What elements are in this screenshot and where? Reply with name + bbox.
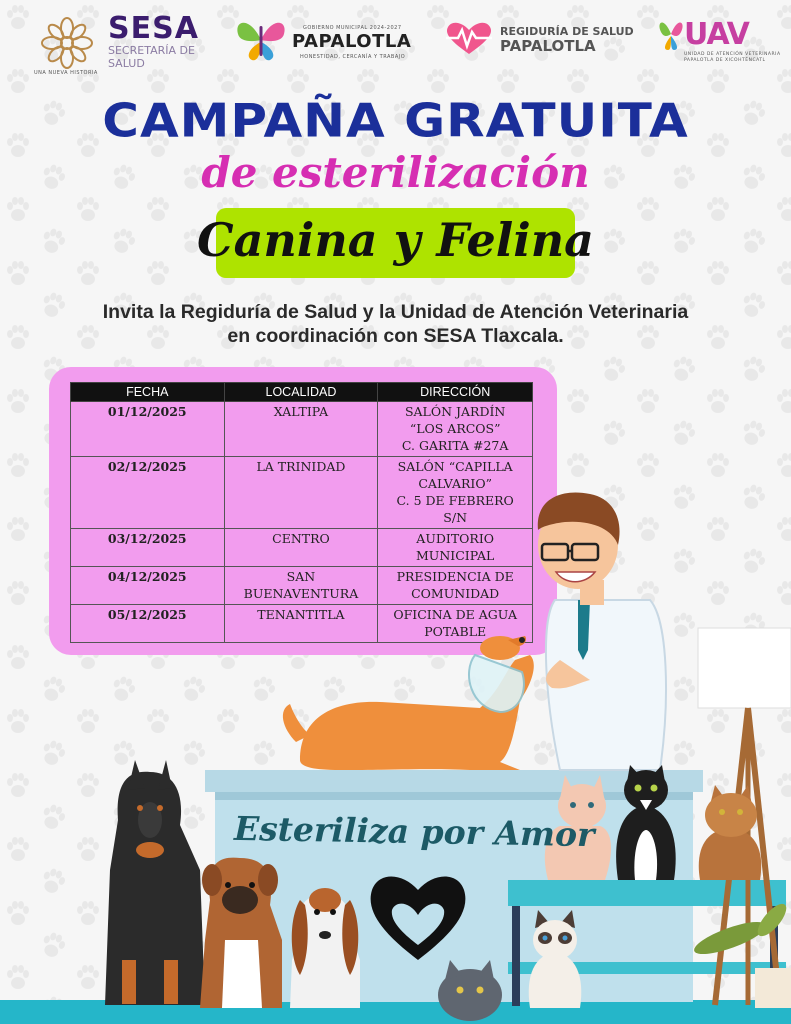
cell-fecha: 02/12/2025 [71,457,225,529]
column-header-fecha: FECHA [71,383,225,402]
column-header-direccion: DIRECCIÓN [378,383,533,402]
regiduria-line1: REGIDURÍA DE SALUD [500,25,634,38]
cell-fecha: 01/12/2025 [71,402,225,457]
doberman-dog [105,760,205,1005]
cell-localidad: SAN BUENAVENTURA [224,567,378,605]
uav-sub2: PAPALOTLA DE XICOHTÉNCATL [684,58,766,63]
dog-on-table [283,636,534,770]
headline-campana-gratuita: CAMPAÑA GRATUITA [102,94,689,148]
cell-direccion: OFICINA DE AGUA POTABLE [378,605,533,643]
cell-direccion: SALÓN “CAPILLA CALVARIO” C. 5 DE FEBRERO S/N [378,457,533,529]
cell-localidad: LA TRINIDAD [224,457,378,529]
cell-localidad: TENANTITLA [224,605,378,643]
uav-name: UAV [684,17,749,52]
slogan-esteriliza-por-amor: Esteriliza por Amor [233,808,595,855]
papalotla-top: GOBIERNO MUNICIPAL 2024-2027 [303,25,402,31]
uav-sub1: UNIDAD DE ATENCIÓN VETERINARIA [684,52,781,57]
invitation-line2: en coordinación con SESA Tlaxcala. [227,325,564,347]
tabby-cat [699,785,762,880]
sesa-sub2: SALUD [108,57,145,70]
column-header-localidad: LOCALIDAD [224,383,378,402]
sesa-name: SESA [108,11,199,46]
invitation-line1: Invita la Regiduría de Salud y la Unidad de Atención Veterinaria [102,301,689,323]
cell-direccion: SALÓN JARDÍN “LOS ARCOS” C. GARITA #27A [378,402,533,457]
cell-fecha: 05/12/2025 [71,605,225,643]
basset-hound-dog [290,888,360,1008]
cell-fecha: 03/12/2025 [71,529,225,567]
boxer-dog [200,858,282,1008]
cell-localidad: XALTIPA [224,402,378,457]
cell-direccion: AUDITORIO MUNICIPAL [378,529,533,567]
sesa-tagline: UNA NUEVA HISTORIA [34,70,98,76]
veterinarian [538,493,666,771]
headline-canina-felina: Canina y Felina [197,213,594,267]
headline-esterilizacion: de esterilización [201,148,590,197]
regiduria-line2: PAPALOTLA [500,37,596,55]
cell-localidad: CENTRO [224,529,378,567]
papalotla-sub: HONESTIDAD, CERCANÍA Y TRABAJO [300,54,406,60]
cell-direccion: PRESIDENCIA DE COMUNIDAD [378,567,533,605]
sesa-sub1: SECRETARÍA DE [108,44,195,57]
cell-fecha: 04/12/2025 [71,567,225,605]
papalotla-name: PAPALOTLA [292,31,412,52]
